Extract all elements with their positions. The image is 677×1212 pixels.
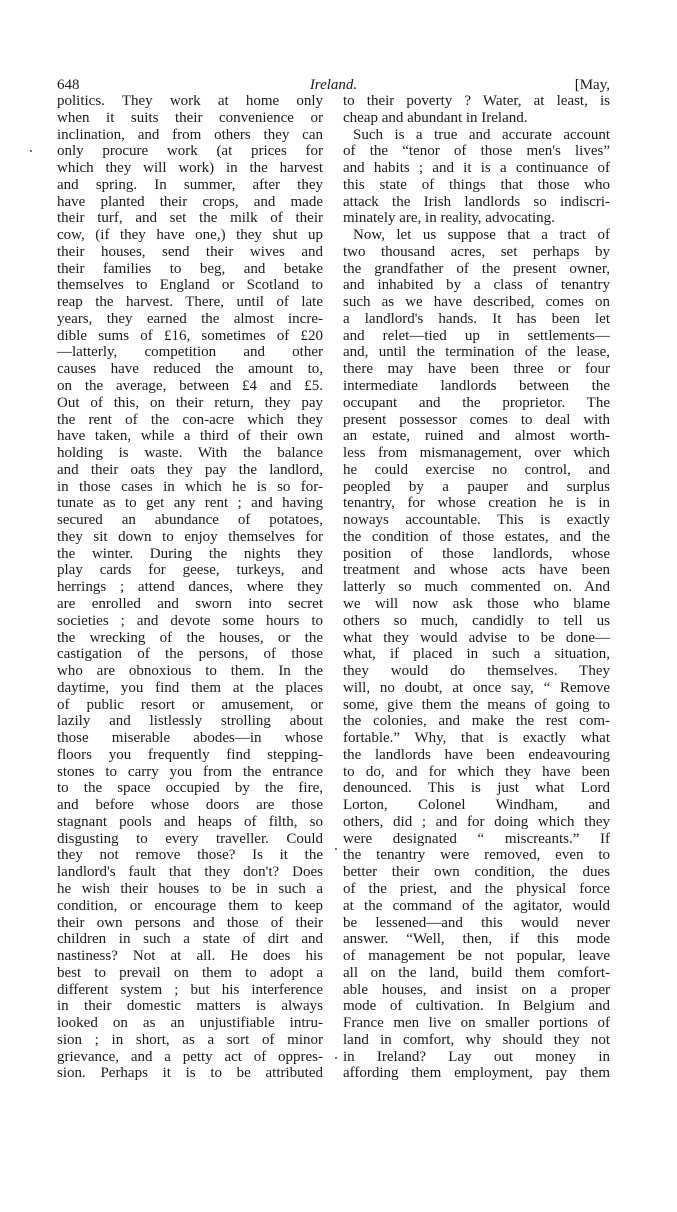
text-line: noways accountable. This is exactly <box>343 512 610 529</box>
page-number: 648 <box>57 77 80 93</box>
text-line: stagnant pools and heaps of filth, so <box>57 813 323 830</box>
text-line: and habits ; and it is a continuance of <box>343 160 610 177</box>
text-line: Now, let us suppose that a tract of <box>353 227 610 244</box>
text-line: a landlord's hands. It has been let <box>343 310 610 327</box>
text-line: themselves to England or Scotland to <box>57 277 323 294</box>
text-line: their houses, send their wives and <box>57 243 323 260</box>
text-line: the tenantry were removed, even to <box>343 847 610 864</box>
text-line: the grandfather of the present owner, <box>343 260 610 277</box>
text-line: —latterly, competition and other <box>57 344 323 361</box>
text-line: Out of this, on their return, they pay <box>57 394 323 411</box>
text-line: have planted their crops, and made <box>57 193 323 210</box>
text-line: were designated “ miscreants.” If <box>343 830 610 847</box>
text-line: others, did ; and for doing which they <box>343 813 610 830</box>
left-column <box>57 93 323 1082</box>
text-line: be lessened—and this would never <box>343 914 610 931</box>
text-line: better their own condition, the dues <box>343 864 610 881</box>
right-column <box>343 93 610 1082</box>
text-line: answer. “Well, then, if this mode <box>343 931 610 948</box>
text-line: daytime, you find them at the places <box>57 679 323 696</box>
text-line: different system ; but his interference <box>57 981 323 998</box>
text-line: those miserable abodes—in whose <box>57 730 323 747</box>
text-line: treatment and whose acts have been <box>343 562 610 579</box>
text-line: which they will work) in the harvest <box>57 160 323 177</box>
text-line: at the command of the agitator, would <box>343 897 610 914</box>
text-line: the condition of those estates, and the <box>343 528 610 545</box>
text-line: on the average, between £4 and £5. <box>57 378 323 395</box>
text-line: and their oats they pay the landlord, <box>57 461 323 478</box>
text-line: mode of cultivation. In Belgium and <box>343 998 610 1015</box>
text-line: are enrolled and sworn into secret <box>57 595 323 612</box>
text-line: cow, (if they have one,) they shut up <box>57 227 323 244</box>
text-line: will, no doubt, at once say, “ Remove <box>343 679 610 696</box>
text-line: Such is a true and accurate account <box>353 126 610 143</box>
text-line: tunate as to get any rent ; and having <box>57 495 323 512</box>
text-line: causes have reduced the amount to, <box>57 361 323 378</box>
text-line: we will now ask those who blame <box>343 595 610 612</box>
text-line: the landlords have been endeavouring <box>343 746 610 763</box>
text-line: they would do themselves. They <box>343 663 610 680</box>
text-line: the winter. During the nights they <box>57 545 323 562</box>
text-line: what, if placed in such a situation, <box>343 646 610 663</box>
text-line: floors you frequently find stepping- <box>57 746 323 763</box>
text-line: they not remove those? Is it the <box>57 847 323 864</box>
text-line: two thousand acres, set perhaps by <box>343 243 610 260</box>
text-line: land in comfort, why should they not <box>343 1031 610 1048</box>
text-line: dible sums of £16, sometimes of £20 <box>57 327 323 344</box>
text-line: their families to beg, and betake <box>57 260 323 277</box>
text-line: politics. They work at home only <box>57 93 323 109</box>
text-line: cheap and abundant in Ireland. <box>343 109 528 126</box>
text-line: and, until the termination of the lease, <box>343 344 610 361</box>
text-line: the rent of the con-acre which they <box>57 411 323 428</box>
text-line: sion. Perhaps it is to be attributed <box>57 1065 323 1082</box>
text-line: he could exercise no control, and <box>343 461 610 478</box>
text-line: and relet—tied up in settlements— <box>343 327 610 344</box>
text-line: lazily and listlessly strolling about <box>57 713 323 730</box>
text-line: some, give them the means of going to <box>343 696 610 713</box>
text-line: less from mismanagement, over which <box>343 445 610 462</box>
text-line: in their domestic matters is always <box>57 998 323 1015</box>
text-line: this state of things that those who <box>343 176 610 193</box>
text-line: peopled by a pauper and surplus <box>343 478 610 495</box>
text-line: he wish their houses to be in such a <box>57 880 323 897</box>
text-line: Lorton, Colonel Windham, and <box>343 797 610 814</box>
text-line: affording them employment, pay them <box>343 1065 610 1082</box>
scan-speck <box>335 848 337 850</box>
running-header <box>57 75 610 95</box>
text-line: looked on as an unjustifiable intru- <box>57 1015 323 1032</box>
text-line: present possessor comes to deal with <box>343 411 610 428</box>
text-line: condition, or encourage them to keep <box>57 897 323 914</box>
text-line: best to prevail on them to adopt a <box>57 964 323 981</box>
text-line: they sit down to enjoy themselves for <box>57 528 323 545</box>
text-line: attack the Irish landlords so indiscri- <box>343 193 610 210</box>
text-line: their own persons and those of their <box>57 914 323 931</box>
text-line: herrings ; attend dances, where they <box>57 579 323 596</box>
text-line: of public resort or amusement, or <box>57 696 323 713</box>
text-line: nastiness? Not at all. He does his <box>57 948 323 965</box>
text-line: of management be not popular, leave <box>343 948 610 965</box>
text-line: to do, and for which they have been <box>343 763 610 780</box>
text-line: castigation of the persons, of those <box>57 646 323 663</box>
text-line: play cards for geese, turkeys, and <box>57 562 323 579</box>
text-line: the wrecking of the houses, or the <box>57 629 323 646</box>
text-line: in Ireland? Lay out money in <box>343 1048 610 1065</box>
text-line: landlord's fault that they don't? Does <box>57 864 323 881</box>
text-line: and inhabited by a class of tenantry <box>343 277 610 294</box>
text-line: intermediate landlords between the <box>343 378 610 395</box>
text-line: what they would advise to be done— <box>343 629 610 646</box>
text-line: fortable.” Why, that is exactly what <box>343 730 610 747</box>
text-line: of the priest, and the physical force <box>343 880 610 897</box>
scan-speck <box>30 150 32 152</box>
text-line: and before whose doors are those <box>57 797 323 814</box>
text-line: secured an abundance of potatoes, <box>57 512 323 529</box>
scan-speck <box>335 1057 337 1059</box>
text-line: their turf, and set the milk of their <box>57 210 323 227</box>
text-line: reap the harvest. There, until of late <box>57 294 323 311</box>
text-line: latterly so much commented on. And <box>343 579 610 596</box>
text-line: who are obnoxious to them. In the <box>57 663 323 680</box>
text-line: occupant and the proprietor. The <box>343 394 610 411</box>
text-line: grievance, and a petty act of oppres- <box>57 1048 323 1065</box>
text-line: in those cases in which he is so for- <box>57 478 323 495</box>
text-line: only procure work (at prices for <box>57 143 323 160</box>
text-line: the colonies, and make the rest com- <box>343 713 610 730</box>
text-line: of the “tenor of those men's lives” <box>343 143 610 160</box>
text-line: years, they earned the almost incre- <box>57 310 323 327</box>
text-line: inclination, and from others they can <box>57 126 323 143</box>
text-line: societies ; and devote some hours to <box>57 612 323 629</box>
text-line: to the space occupied by the fire, <box>57 780 323 797</box>
text-line: holding is waste. With the balance <box>57 445 323 462</box>
text-line: disgusting to every traveller. Could <box>57 830 323 847</box>
text-line: others so much, candidly to tell us <box>343 612 610 629</box>
text-line: such as we have described, comes on <box>343 294 610 311</box>
text-line: children in such a state of dirt and <box>57 931 323 948</box>
text-line: tenantry, for whose creation he is in <box>343 495 610 512</box>
text-line: sion ; in short, as a sort of minor <box>57 1031 323 1048</box>
text-line: France men live on smaller portions of <box>343 1015 610 1032</box>
text-line: able houses, and insist on a proper <box>343 981 610 998</box>
running-date: [May, <box>574 77 610 93</box>
text-line: when it suits their convenience or <box>57 109 323 126</box>
text-line: all on the land, build them comfort- <box>343 964 610 981</box>
text-line: stones to carry you from the entrance <box>57 763 323 780</box>
text-line: and spring. In summer, after they <box>57 176 323 193</box>
text-line: position of those landlords, whose <box>343 545 610 562</box>
text-line: minately are, in reality, advocating. <box>343 210 555 227</box>
text-line: denounced. This is just what Lord <box>343 780 610 797</box>
text-line: to their poverty ? Water, at least, is <box>343 93 610 109</box>
text-line: an estate, ruined and almost worth- <box>343 428 610 445</box>
text-line: there may have been three or four <box>343 361 610 378</box>
running-title: Ireland. <box>309 77 358 93</box>
text-line: have taken, while a third of their own <box>57 428 323 445</box>
